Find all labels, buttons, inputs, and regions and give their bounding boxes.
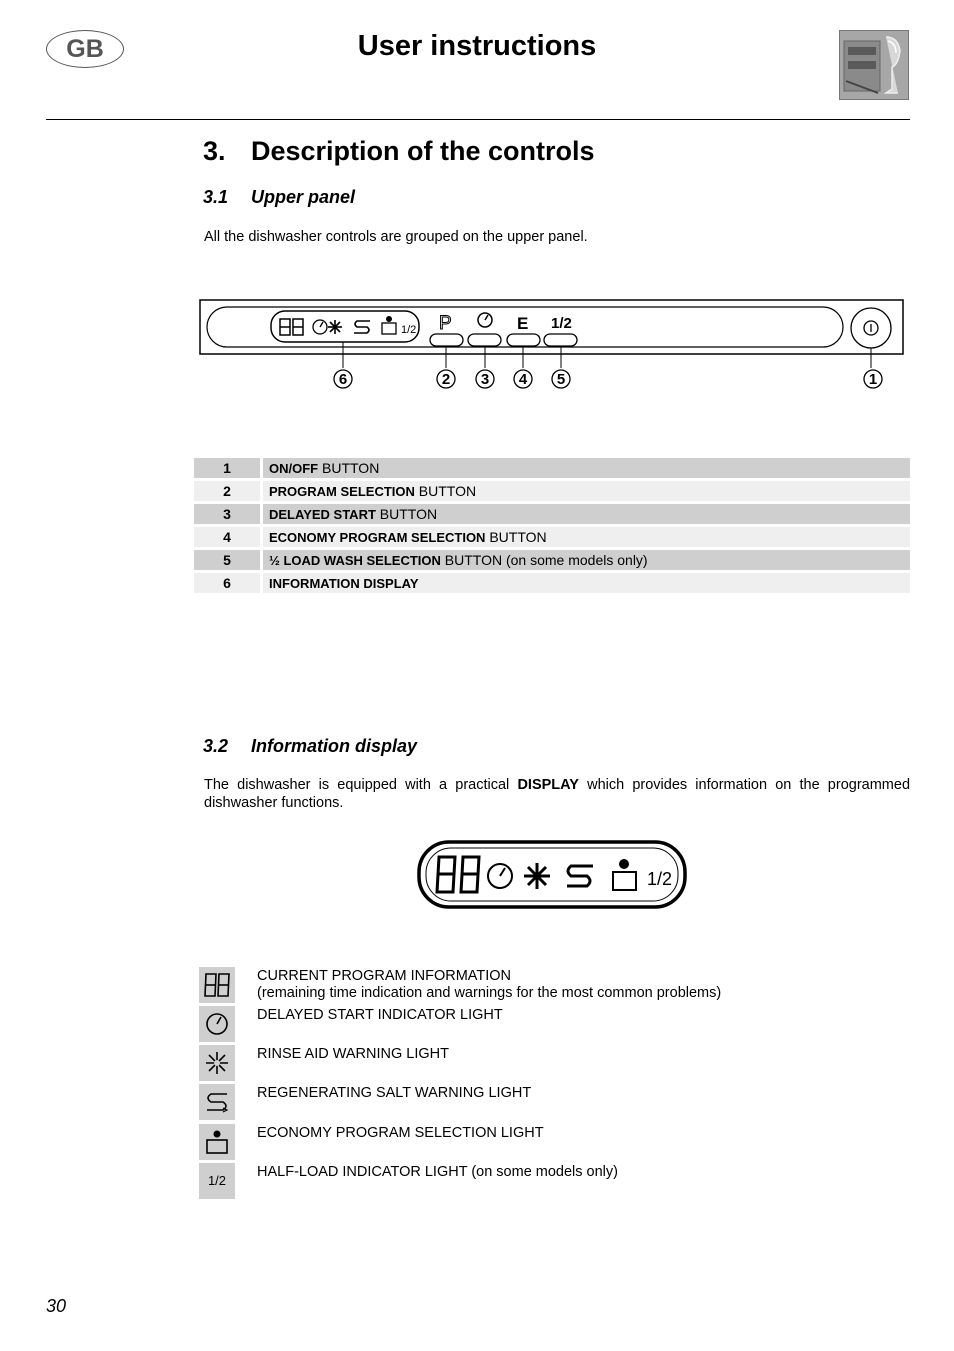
callout-5: 5: [556, 371, 566, 388]
clock-icon: [199, 1006, 235, 1042]
language-badge: GB: [46, 30, 124, 68]
economy-button-symbol: E: [517, 314, 529, 333]
economy-icon: [199, 1124, 235, 1160]
page-number: 30: [46, 1296, 67, 1316]
delayed-start-button[interactable]: [468, 334, 501, 346]
control-description: DELAYED START BUTTON: [260, 504, 910, 524]
upper-panel-heading: [203, 187, 355, 208]
half-load-icon: 1/2: [199, 1163, 235, 1199]
info-display-intro: The dishwasher is equipped with a practical DISPLAY which provides information on the programmed dishwasher functions.: [204, 777, 911, 811]
upper-panel-intro: All the dishwasher controls are grouped on the upper panel.: [204, 229, 588, 245]
information-display-diagram: [417, 840, 687, 910]
control-number: 5: [194, 550, 260, 570]
table-row: [194, 481, 910, 501]
half-load-button-symbol: 1/2: [551, 315, 572, 332]
control-description: ½ LOAD WASH SELECTION BUTTON (on some models only): [260, 550, 910, 570]
control-number: 1: [194, 458, 260, 478]
table-row: [194, 573, 910, 593]
panel-display-icon: [271, 311, 419, 342]
upper-panel-title: Upper panel: [251, 187, 356, 207]
control-description: ECONOMY PROGRAM SELECTION BUTTON: [260, 527, 910, 547]
callout-2: 2: [441, 371, 451, 388]
indicator-text: REGENERATING SALT WARNING LIGHT: [257, 1085, 532, 1101]
info-display-number: 3.2: [203, 736, 229, 756]
callout-4: 4: [518, 371, 528, 388]
callout-6: 6: [338, 371, 348, 388]
indicator-text: DELAYED START INDICATOR LIGHT: [257, 1007, 503, 1023]
economy-button[interactable]: [507, 334, 540, 346]
indicator-text: CURRENT PROGRAM INFORMATION (remaining time indication and warnings for the most common problems): [257, 968, 722, 1001]
table-row: [194, 527, 910, 547]
upper-panel-diagram: [199, 298, 905, 394]
table-row: [194, 504, 910, 524]
on-off-button[interactable]: [851, 308, 891, 348]
indicator-text: ECONOMY PROGRAM SELECTION LIGHT: [257, 1125, 544, 1141]
svg-text:1/2: 1/2: [647, 869, 673, 889]
program-button[interactable]: [430, 334, 463, 346]
control-number: 3: [194, 504, 260, 524]
indicator-text: HALF-LOAD INDICATOR LIGHT (on some models only): [257, 1164, 618, 1180]
callout-1: 1: [868, 371, 878, 388]
rinse-aid-icon: [199, 1045, 235, 1081]
info-display-title: Information display: [251, 736, 418, 756]
svg-text:1/2: 1/2: [401, 324, 417, 336]
section-title: [203, 136, 595, 167]
table-row: [194, 550, 910, 570]
callout-3: 3: [480, 371, 490, 388]
control-number: 4: [194, 527, 260, 547]
upper-panel-number: 3.1: [203, 187, 229, 207]
control-description: ON/OFF BUTTON: [260, 458, 910, 478]
section-number: 3.: [203, 136, 226, 166]
program-button-symbol: P: [439, 313, 452, 334]
half-load-button[interactable]: [544, 334, 577, 346]
info-display-heading: [203, 736, 417, 757]
digit-display-icon: [199, 967, 235, 1003]
header-rule: [46, 119, 910, 120]
page-header-title: User instructions: [357, 30, 597, 62]
control-number: 2: [194, 481, 260, 501]
dishwasher-logo-icon: [839, 30, 909, 100]
controls-table: [194, 455, 910, 596]
section-title-text: Description of the controls: [251, 136, 595, 166]
indicator-text: RINSE AID WARNING LIGHT: [257, 1046, 450, 1062]
control-description: INFORMATION DISPLAY: [260, 573, 910, 593]
control-number: 6: [194, 573, 260, 593]
salt-icon: [199, 1084, 235, 1120]
table-row: [194, 458, 910, 478]
control-description: PROGRAM SELECTION BUTTON: [260, 481, 910, 501]
